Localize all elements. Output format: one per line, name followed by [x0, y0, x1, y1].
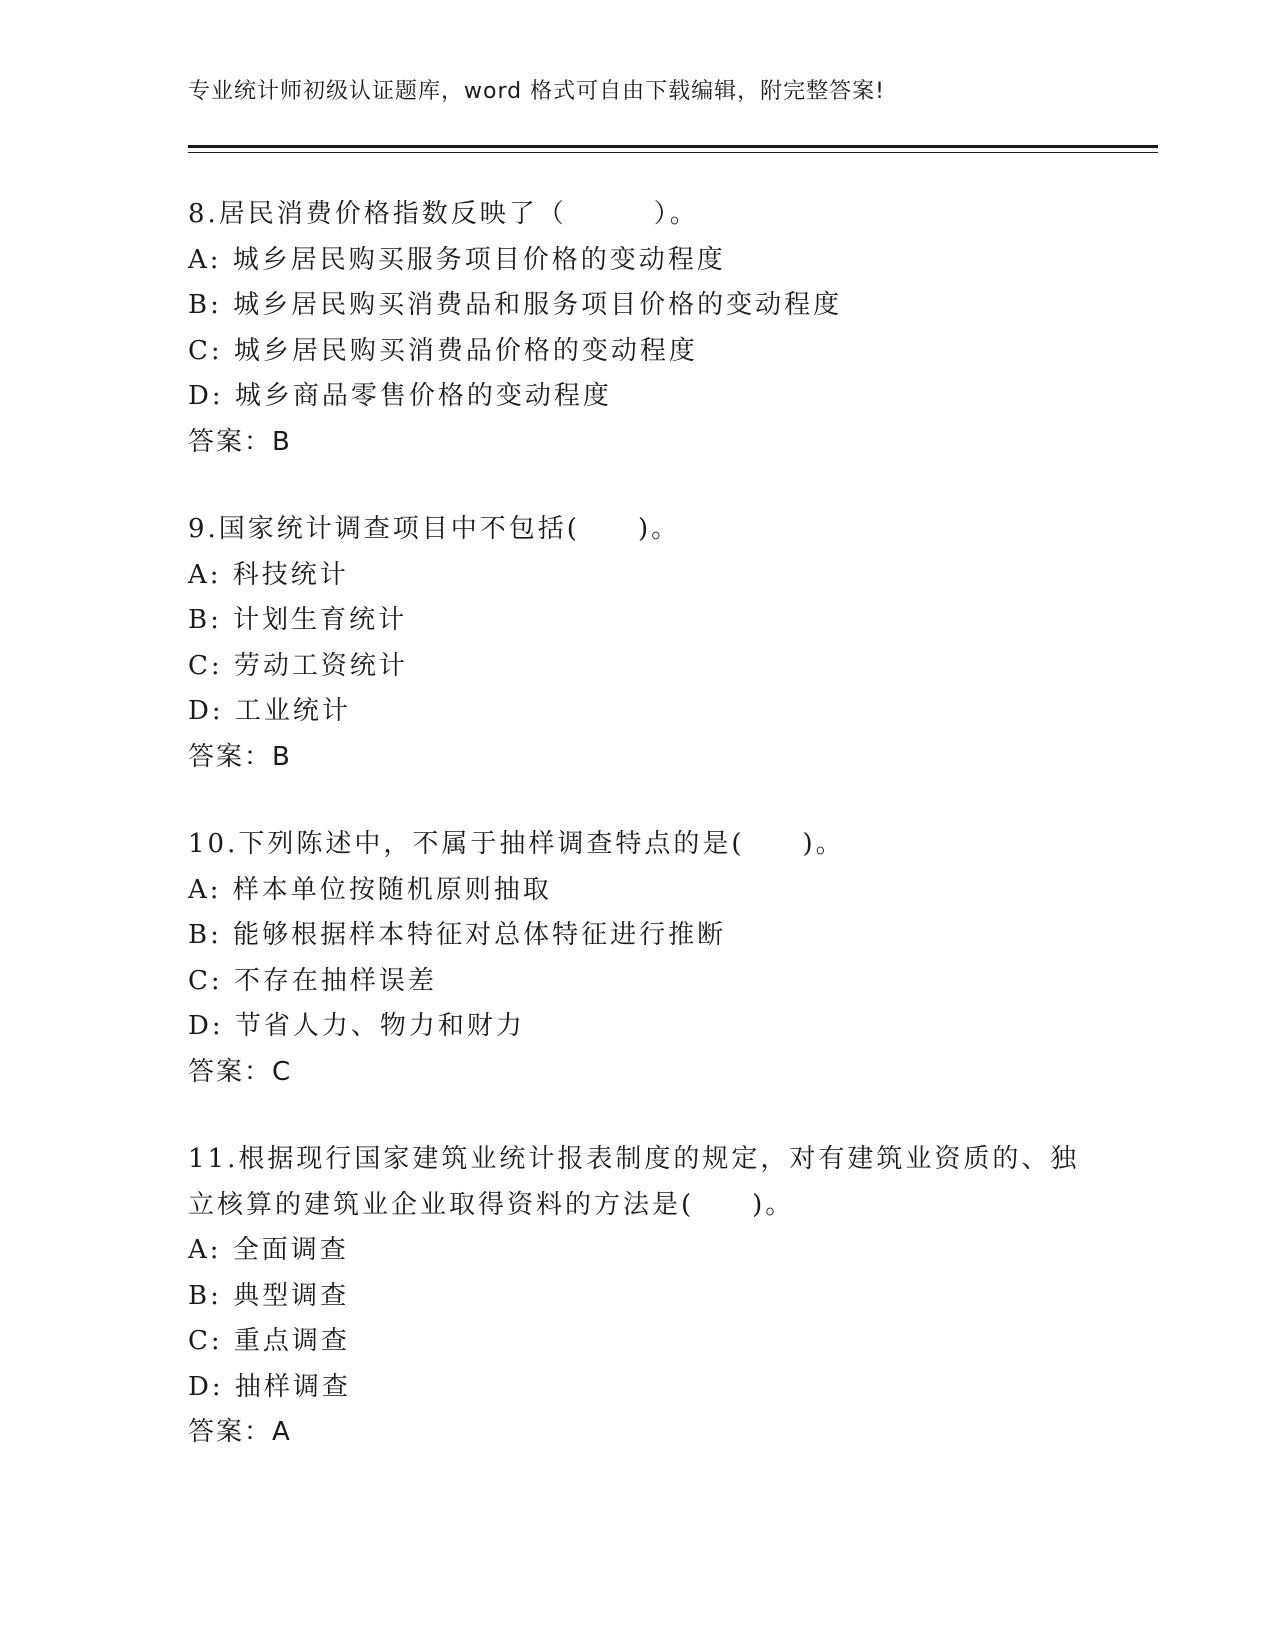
header-divider — [188, 145, 1158, 153]
question-9 — [188, 507, 1088, 780]
option-d: D: 抽样调查 — [188, 1371, 351, 1402]
option-d: D: 城乡商品零售价格的变动程度 — [188, 381, 612, 411]
answer-label: 答案：B — [188, 426, 292, 457]
question-stem: 8.居民消费价格指数反映了（ ）。 — [188, 199, 699, 229]
option-b: B: 能够根据样本特征对总体特征进行推断 — [188, 920, 727, 950]
option-b: B: 城乡居民购买消费品和服务项目价格的变动程度 — [188, 290, 843, 320]
question-stem: 10.下列陈述中，不属于抽样调查特点的是( )。 — [188, 829, 845, 859]
answer-label: 答案：A — [188, 1417, 292, 1447]
answer-label: 答案：C — [188, 1056, 293, 1087]
option-a: A: 城乡居民购买服务项目价格的变动程度 — [188, 244, 726, 275]
question-8 — [188, 192, 1088, 465]
option-c: C: 城乡居民购买消费品价格的变动程度 — [188, 335, 698, 366]
option-c: C: 重点调查 — [188, 1326, 350, 1356]
option-b: B: 典型调查 — [188, 1280, 350, 1311]
question-stem-line-2: 立核算的建筑业企业取得资料的方法是( )。 — [188, 1189, 795, 1220]
option-d: D: 工业统计 — [188, 696, 351, 726]
option-c: C: 不存在抽样误差 — [188, 965, 437, 996]
question-stem: 9.国家统计调查项目中不包括( )。 — [188, 514, 681, 544]
option-b: B: 计划生育统计 — [188, 605, 408, 635]
answer-label: 答案：B — [188, 741, 292, 772]
question-10 — [188, 822, 1088, 1095]
option-a: A: 科技统计 — [188, 559, 349, 590]
question-stem-line-1: 11.根据现行国家建筑业统计报表制度的规定，对有建筑业资质的、独 — [188, 1144, 1080, 1174]
option-c: C: 劳动工资统计 — [188, 650, 408, 681]
option-a: A: 样本单位按随机原则抽取 — [188, 874, 552, 905]
option-d: D: 节省人力、物力和财力 — [188, 1011, 525, 1041]
option-a: A: 全面调查 — [188, 1235, 349, 1265]
question-11 — [188, 1137, 1088, 1456]
page-header-title: 专业统计师初级认证题库，word 格式可自由下载编辑，附完整答案! — [188, 79, 885, 104]
